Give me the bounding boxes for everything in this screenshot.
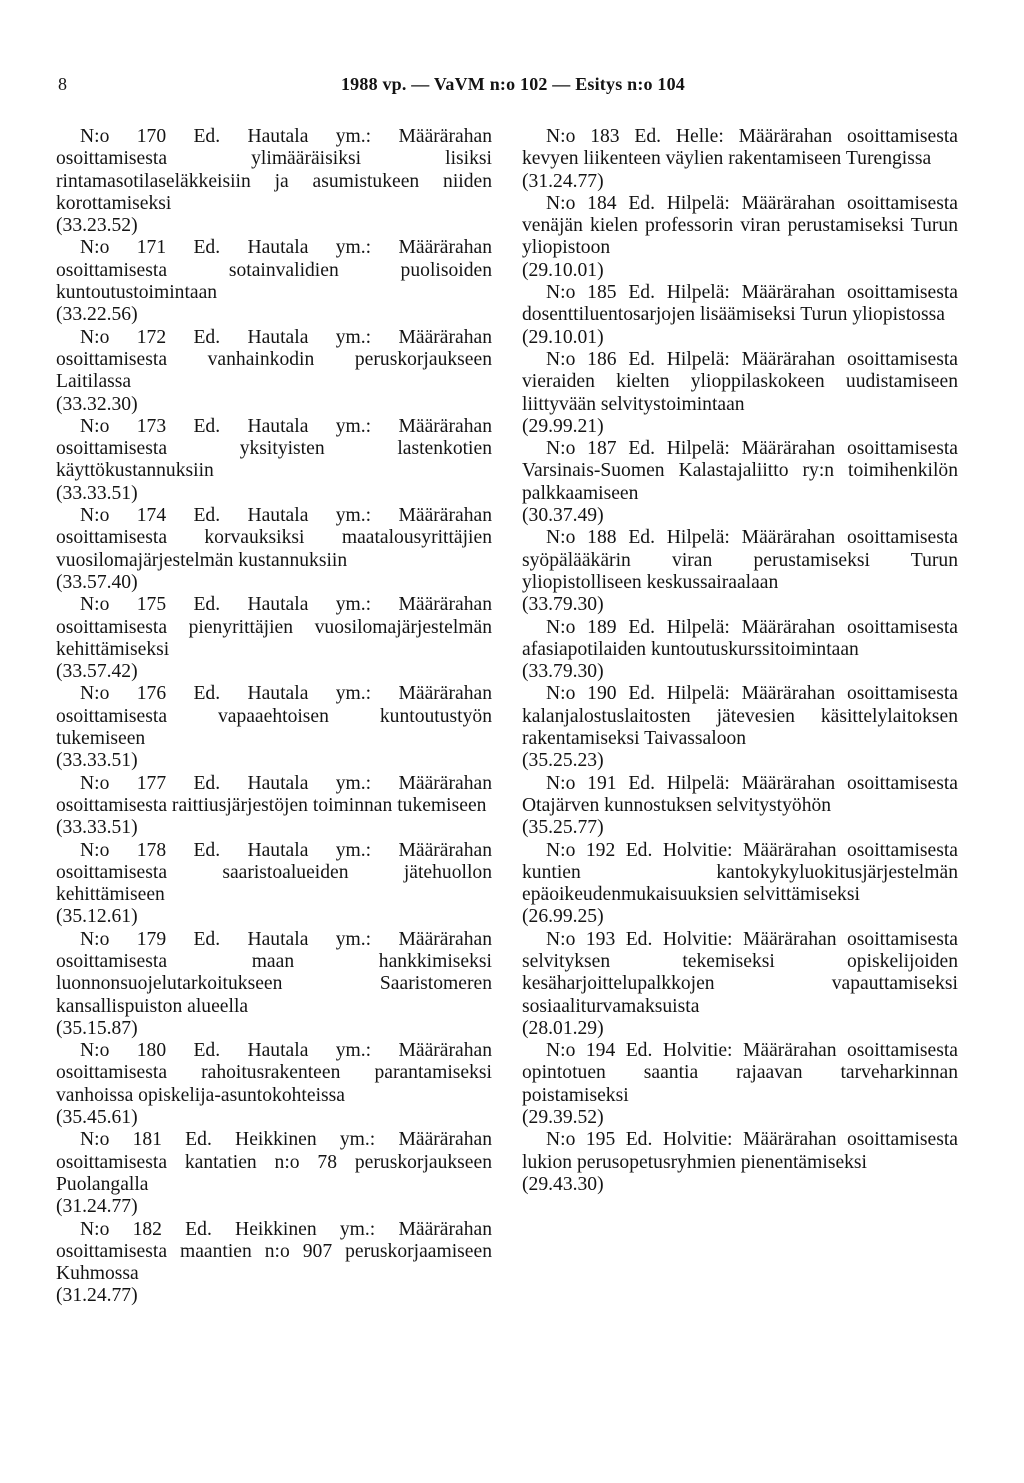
motion-entry xyxy=(522,773,958,840)
motion-text: N:o 189 Ed. Hilpelä: Määrärahan osoittamisesta afasiapotilaiden kuntoutuskurssitoimintaan xyxy=(522,616,958,660)
motion-entry xyxy=(56,1219,492,1308)
motion-entry xyxy=(56,1129,492,1218)
budget-item-code: (31.24.77) xyxy=(56,1285,138,1307)
motion-text: N:o 177 Ed. Hautala ym.: Määrärahan osoittamisesta raittiusjärjestöjen toiminnan tukemiseen xyxy=(56,772,492,816)
right-column xyxy=(522,126,958,1196)
motion-text: N:o 187 Ed. Hilpelä: Määrärahan osoittamisesta Varsinais-Suomen Kalastajaliitto ry:n toimihenkilön palkkaamiseen xyxy=(522,438,958,504)
motion-entry xyxy=(56,126,492,237)
budget-item-code: (33.33.51) xyxy=(56,750,138,772)
budget-item-code: (33.79.30) xyxy=(522,661,604,683)
motion-entry xyxy=(56,327,492,416)
budget-item-code: (35.45.61) xyxy=(56,1107,138,1129)
budget-item-code: (35.25.23) xyxy=(522,750,604,772)
budget-item-code: (29.10.01) xyxy=(522,326,604,348)
motion-text: N:o 180 Ed. Hautala ym.: Määrärahan osoittamisesta rahoitusrakenteen parantamiseksi vanhoissa opiskelija-asuntokohteissa xyxy=(56,1040,492,1106)
motion-entry xyxy=(522,1040,958,1129)
motion-text: N:o 194 Ed. Holvitie: Määrärahan osoittamisesta opintotuen saantia rajaavan tarveharkinnan poistamiseksi xyxy=(522,1040,958,1106)
budget-item-code: (26.99.25) xyxy=(522,906,604,928)
motion-entry xyxy=(56,416,492,505)
budget-item-code: (28.01.29) xyxy=(522,1017,604,1039)
budget-item-code: (33.57.42) xyxy=(56,661,138,683)
motion-text: N:o 183 Ed. Helle: Määrärahan osoittamisesta kevyen liikenteen väylien rakentamiseen Turengissa xyxy=(522,126,958,170)
motion-text: N:o 193 Ed. Holvitie: Määrärahan osoittamisesta selvityksen tekemiseksi opiskelijoiden kesäharjoittelupalkkojen vapauttamiseksi sosiaaliturvamaksuista xyxy=(522,928,958,1017)
motion-text: N:o 171 Ed. Hautala ym.: Määrärahan osoittamisesta sotainvalidien puolisoiden kuntoutustoimintaan xyxy=(56,237,492,304)
motion-text: N:o 185 Ed. Hilpelä: Määrärahan osoittamisesta dosenttiluentosarjojen lisäämiseksi Turun yliopistossa xyxy=(522,282,958,326)
budget-item-code: (31.24.77) xyxy=(56,1196,138,1218)
motion-text: N:o 175 Ed. Hautala ym.: Määrärahan osoittamisesta pienyrittäjien vuosilomajärjestelmän kehittämiseksi xyxy=(56,594,492,660)
motion-entry xyxy=(56,237,492,326)
running-head: 1988 vp. — VaVM n:o 102 — Esitys n:o 104 xyxy=(340,74,686,94)
motion-entry xyxy=(522,840,958,929)
budget-item-code: (29.10.01) xyxy=(522,259,604,281)
motion-text: N:o 184 Ed. Hilpelä: Määrärahan osoittamisesta venäjän kielen professorin viran perustamiseksi Turun yliopistoon xyxy=(522,192,958,259)
motion-text: N:o 191 Ed. Hilpelä: Määrärahan osoittamisesta Otajärven kunnostuksen selvitystyöhön xyxy=(522,772,958,816)
motion-entry xyxy=(522,126,958,193)
budget-item-code: (33.57.40) xyxy=(56,571,138,593)
page-number: 8 xyxy=(58,74,67,94)
motion-text: N:o 176 Ed. Hautala ym.: Määrärahan osoittamisesta vapaaehtoisen kuntoutustyön tukemiseen xyxy=(56,683,492,750)
motion-text: N:o 186 Ed. Hilpelä: Määrärahan osoittamisesta vieraiden kielten ylioppilaskokeen uudistamiseen liittyvään selvitystoimintaan xyxy=(522,348,958,415)
budget-item-code: (30.37.49) xyxy=(522,505,604,527)
motion-entry xyxy=(522,527,958,616)
motion-text: N:o 174 Ed. Hautala ym.: Määrärahan osoittamisesta korvauksiksi maatalousyrittäjien vuosilomajärjestelmän kustannuksiin xyxy=(56,505,492,571)
motion-entry xyxy=(56,1040,492,1129)
motion-text: N:o 188 Ed. Hilpelä: Määrärahan osoittamisesta syöpälääkärin viran perustamiseksi Turun yliopistolliseen keskussairaalaan xyxy=(522,527,958,593)
motion-text: N:o 190 Ed. Hilpelä: Määrärahan osoittamisesta kalanjalostuslaitosten jätevesien käsittelylaitoksen rakentamiseksi Taivassaloon xyxy=(522,683,958,750)
budget-item-code: (33.33.51) xyxy=(56,817,138,839)
motion-entry xyxy=(56,594,492,683)
motion-text: N:o 182 Ed. Heikkinen ym.: Määrärahan osoittamisesta maantien n:o 907 peruskorjaamiseen Kuhmossa xyxy=(56,1218,492,1285)
motion-entry xyxy=(522,683,958,772)
motion-entry xyxy=(56,929,492,1040)
budget-item-code: (33.33.51) xyxy=(56,482,138,504)
motion-entry xyxy=(522,929,958,1040)
motion-entry xyxy=(522,617,958,684)
budget-item-code: (35.15.87) xyxy=(56,1017,138,1039)
motion-entry xyxy=(522,349,958,438)
motion-text: N:o 181 Ed. Heikkinen ym.: Määrärahan osoittamisesta kantatien n:o 78 peruskorjaukseen Puolangalla xyxy=(56,1129,492,1195)
budget-item-code: (35.12.61) xyxy=(56,906,138,928)
budget-item-code: (33.79.30) xyxy=(522,594,604,616)
budget-item-code: (29.39.52) xyxy=(522,1107,604,1129)
motion-entry xyxy=(522,193,958,282)
budget-item-code: (35.25.77) xyxy=(522,817,604,839)
motion-text: N:o 192 Ed. Holvitie: Määrärahan osoittamisesta kuntien kantokykyluokitusjärjestelmän epäoikeudenmukaisuuksien selvittämiseksi xyxy=(522,839,958,906)
motion-entry xyxy=(522,438,958,527)
motion-entry xyxy=(56,505,492,594)
page-header xyxy=(58,74,968,98)
motion-entry xyxy=(522,1129,958,1196)
motion-entry xyxy=(56,683,492,772)
motion-entry xyxy=(522,282,958,349)
motion-text: N:o 195 Ed. Holvitie: Määrärahan osoittamisesta lukion perusopetusryhmien pienentämiseksi xyxy=(522,1129,958,1173)
motion-entry xyxy=(56,773,492,840)
left-column xyxy=(56,126,492,1308)
motion-text: N:o 170 Ed. Hautala ym.: Määrärahan osoittamisesta ylimääräisiksi lisiksi rintamasotilaseläkkeisiin ja asumistukeen niiden korottamiseksi xyxy=(56,126,492,214)
motion-text: N:o 172 Ed. Hautala ym.: Määrärahan osoittamisesta vanhainkodin peruskorjaukseen Laitilassa xyxy=(56,326,492,393)
motion-text: N:o 178 Ed. Hautala ym.: Määrärahan osoittamisesta saaristoalueiden jätehuollon kehittämiseen xyxy=(56,839,492,906)
budget-item-code: (29.99.21) xyxy=(522,415,604,437)
budget-item-code: (33.23.52) xyxy=(56,215,138,237)
budget-item-code: (33.22.56) xyxy=(56,304,138,326)
budget-item-code: (33.32.30) xyxy=(56,393,138,415)
budget-item-code: (29.43.30) xyxy=(522,1173,604,1195)
motion-text: N:o 179 Ed. Hautala ym.: Määrärahan osoittamisesta maan hankkimiseksi luonnonsuojelutarkoitukseen Saaristomeren kansallispuiston alueella xyxy=(56,928,492,1017)
motion-entry xyxy=(56,840,492,929)
budget-item-code: (31.24.77) xyxy=(522,170,604,192)
motion-text: N:o 173 Ed. Hautala ym.: Määrärahan osoittamisesta yksityisten lastenkotien käyttökustannuksiin xyxy=(56,415,492,482)
